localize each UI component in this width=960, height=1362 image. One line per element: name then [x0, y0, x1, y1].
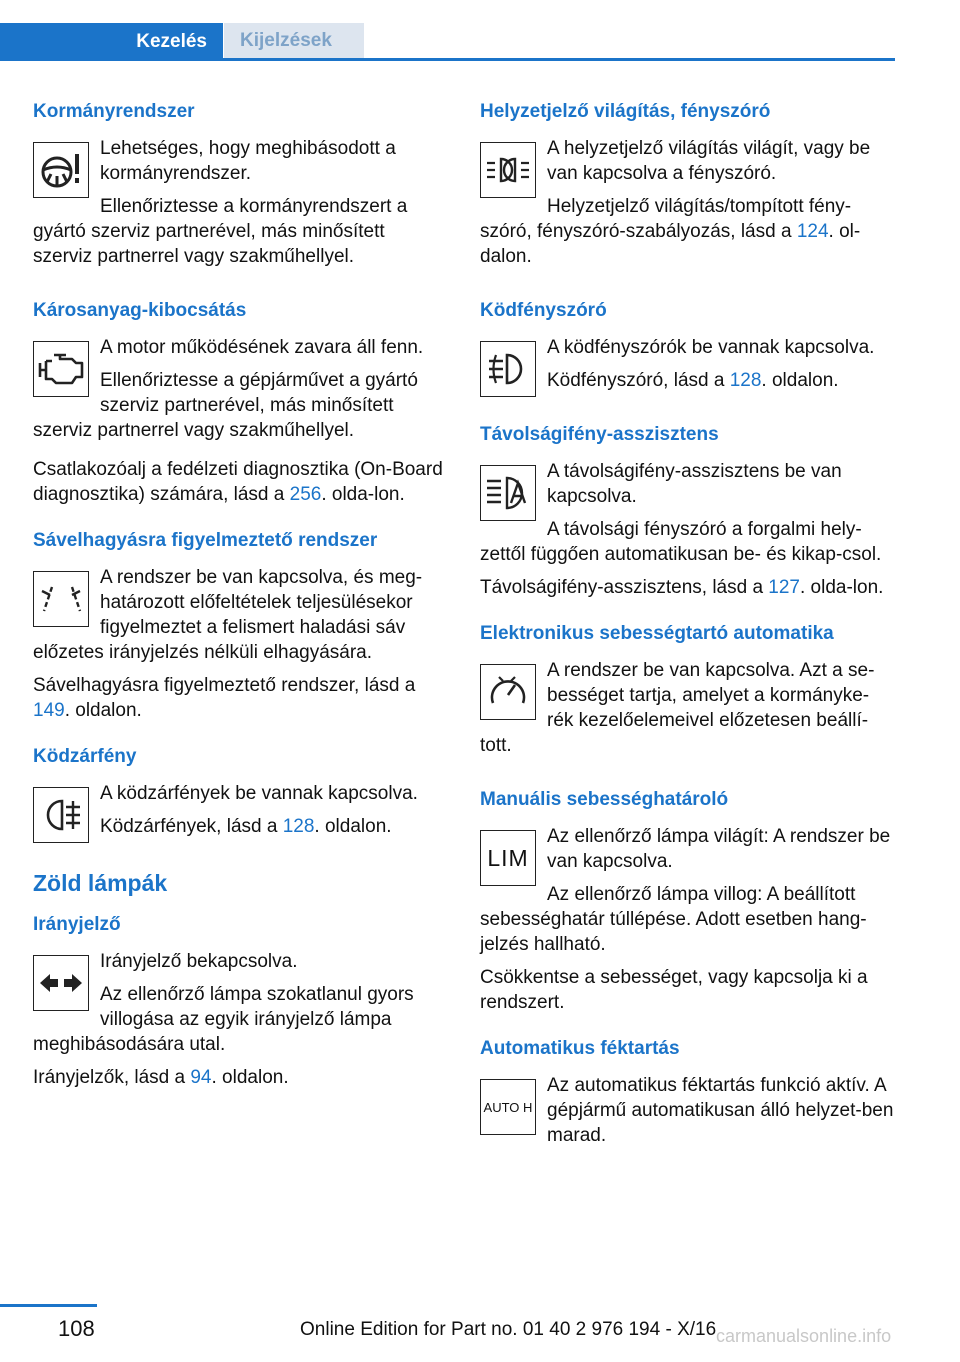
speed-limiter-icon: LIM	[480, 830, 536, 886]
section-kormanyrendszer	[33, 100, 445, 277]
tab-kijelzesek[interactable]: Kijelzések	[224, 23, 364, 58]
paragraph: Sávelhagyásra figyelmeztető rendszer, lásd a 149. oldalon.	[33, 675, 416, 721]
section-heading: Ködzárfény	[33, 746, 137, 767]
section-heading: Távolságifény-asszisztens	[480, 424, 719, 445]
section-heading: Kormányrendszer	[33, 101, 195, 122]
section-fektartas	[480, 1037, 895, 1156]
paragraph: A ködfényszórók be vannak kapcsolva.	[547, 337, 875, 358]
paragraph: A távolságifény-asszisztens be van kapcsolva.	[547, 461, 842, 507]
section-tavolsagifeny	[480, 423, 895, 600]
page-link[interactable]: 94	[190, 1067, 212, 1088]
footer-rule	[0, 1304, 97, 1307]
paragraph: A rendszer be van kapcsolva. Azt a se-bességet tartja, amelyet a kormányke-rék kezelőelemeivel előzetesen beállí-tott.	[480, 660, 875, 756]
section-heading: Manuális sebességhatároló	[480, 789, 729, 810]
section-heading: Sávelhagyásra figyelmeztető rendszer	[33, 530, 378, 551]
edition-line: Online Edition for Part no. 01 40 2 976 194 - X/16	[300, 1319, 717, 1340]
paragraph: A helyzetjelző világítás világít, vagy be van kapcsolva a fényszóró.	[547, 138, 871, 184]
section-heading: Károsanyag-kibocsátás	[33, 300, 247, 321]
paragraph: Csatlakozóalj a fedélzeti diagnosztika (On-Board diagnosztika) számára, lásd a 256. olda-lon.	[33, 459, 443, 505]
paragraph: Ellenőriztesse a gépjárművet a gyártó szerviz partnerével, más minősített szerviz partnerrel vagy szakműhellyel.	[33, 370, 418, 441]
rear-fog-icon	[33, 787, 89, 843]
tab-kezeles[interactable]: Kezelés	[0, 23, 223, 61]
paragraph: Ellenőriztesse a kormányrendszert a gyártó szerviz partnerével, más minősített szerviz partnerrel vagy szakműhellyel.	[33, 196, 408, 267]
lane-departure-icon	[33, 571, 89, 627]
section-kodzarfeny	[33, 745, 445, 847]
section-heading: Ködfényszóró	[480, 300, 607, 321]
section-helyzetjelzo	[480, 100, 895, 277]
page-link[interactable]: 149	[33, 700, 65, 721]
section-heading: Helyzetjelző világítás, fényszóró	[480, 101, 771, 122]
paragraph: Irányjelzők, lásd a 94. oldalon.	[33, 1067, 289, 1088]
header-underline	[0, 58, 895, 61]
paragraph: A ködzárfények be vannak kapcsolva.	[100, 783, 418, 804]
section-kodfenyszoro	[480, 299, 895, 401]
high-beam-assist-icon	[480, 465, 536, 521]
paragraph: Irányjelző bekapcsolva.	[100, 951, 298, 972]
page-link[interactable]: 128	[729, 370, 762, 391]
left-column	[33, 100, 445, 1112]
header-tabs	[0, 23, 895, 61]
right-column	[480, 100, 895, 1178]
page-link[interactable]: 127	[768, 577, 800, 598]
green-lights-heading: Zöld lámpák	[33, 870, 168, 896]
paragraph: Ködfényszóró, lásd a 128. oldalon.	[547, 370, 839, 391]
paragraph: Lehetséges, hogy meghibásodott a kormányrendszer.	[100, 138, 396, 184]
page-number: 108	[58, 1316, 95, 1341]
watermark: carmanualsonline.info	[716, 1326, 892, 1346]
front-fog-icon	[480, 341, 536, 397]
section-sebesseghatarolo	[480, 788, 895, 1015]
paragraph: Távolságifény-asszisztens, lásd a 127. olda-lon.	[480, 577, 884, 598]
page-link[interactable]: 124	[796, 221, 829, 242]
engine-icon	[33, 341, 89, 397]
page-link[interactable]: 128	[282, 816, 315, 837]
section-iranyjelzo	[33, 913, 445, 1090]
paragraph: Az ellenőrző lámpa szokatlanul gyors villogása az egyik irányjelző lámpa meghibásodására utal.	[33, 984, 414, 1055]
section-karosanyag	[33, 299, 445, 507]
section-heading: Automatikus féktartás	[480, 1038, 680, 1059]
paragraph: A rendszer be van kapcsolva, és meg-határozott előfeltételek teljesülésekor figyelmeztet a felismert haladási sáv előzetes irányjelzés nélküli elhagyására.	[33, 567, 423, 663]
section-heading: Irányjelző	[33, 914, 121, 935]
section-sebessegtarto	[480, 622, 895, 766]
auto-hold-icon: AUTO H	[480, 1079, 536, 1135]
page-link[interactable]: 256	[289, 484, 322, 505]
paragraph: Az automatikus féktartás funkció aktív. A gépjármű automatikusan álló helyzet-ben marad.	[547, 1075, 894, 1146]
parking-light-icon	[480, 142, 536, 198]
paragraph: A motor működésének zavara áll fenn.	[100, 337, 424, 358]
cruise-control-icon	[480, 664, 536, 720]
turn-signal-icon	[33, 955, 89, 1011]
paragraph: A távolsági fényszóró a forgalmi hely-zettől függően automatikusan be- és kikap-csol.	[480, 519, 882, 565]
paragraph: Az ellenőrző lámpa villog: A beállított sebességhatár túllépése. Adott esetben hang-jelzés hallható.	[480, 884, 867, 955]
steering-warning-icon	[33, 142, 89, 198]
paragraph: Az ellenőrző lámpa világít: A rendszer be van kapcsolva.	[547, 826, 891, 872]
paragraph: Helyzetjelző világítás/tompított fény-szóró, fényszóró-szabályozás, lásd a 124. ol-dalon.	[480, 196, 861, 267]
paragraph: Ködzárfények, lásd a 128. oldalon.	[100, 816, 392, 837]
section-savelhagyas	[33, 529, 445, 723]
paragraph: Csökkentse a sebességet, vagy kapcsolja ki a rendszert.	[480, 967, 868, 1013]
section-heading: Elektronikus sebességtartó automatika	[480, 623, 834, 644]
